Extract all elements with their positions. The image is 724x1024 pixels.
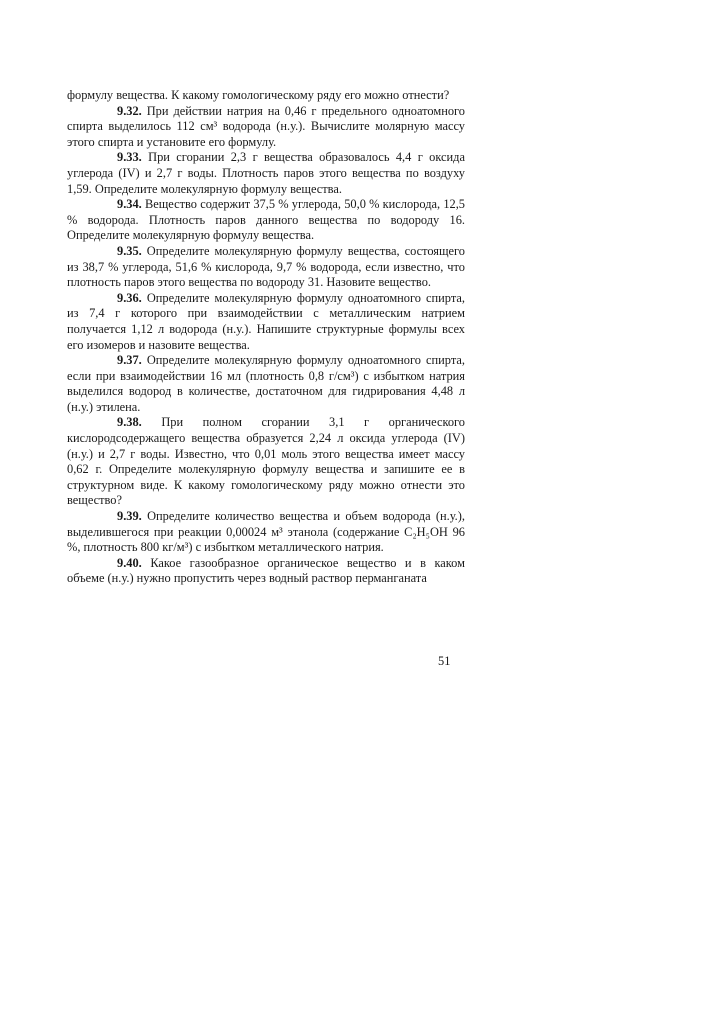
problem-9-35 bbox=[67, 244, 465, 291]
problem-text: При полном сгорании 3,1 г органического кислородсодержащего вещества образуется 2,24 л оксида углерода (IV) (н.у.) и 2,7 г воды. Известно, что 0,01 моль этого вещества имеет массу 0,62 г. Определите молекулярную формулу вещества и запишите ее в структурном виде. К какому гомологическому ряду можно отнести это вещество? bbox=[67, 415, 465, 508]
problem-number: 9.38. bbox=[117, 415, 142, 430]
problem-text: Вещество содержит 37,5 % углерода, 50,0 % кислорода, 12,5 % водорода. Плотность паров данного вещества по водороду 16. Определите молекулярную формулу вещества. bbox=[67, 197, 465, 243]
problem-text: Определите молекулярную формулу вещества, состоящего из 38,7 % углерода, 51,6 % кислорода, 9,7 % водорода, если известно, что плотность паров этого вещества по водороду 31. Назовите вещество. bbox=[67, 243, 466, 290]
intro-paragraph: формулу вещества. К какому гомологическому ряду его можно отнести? bbox=[67, 88, 450, 102]
problem-number: 9.35. bbox=[117, 243, 142, 258]
problem-9-37 bbox=[67, 353, 465, 415]
problem-9-39 bbox=[67, 509, 465, 556]
problem-9-38 bbox=[67, 415, 465, 509]
problem-9-34 bbox=[67, 197, 465, 244]
problem-number: 9.32. bbox=[117, 103, 142, 118]
problem-text: При действии натрия на 0,46 г предельного одноатомного спирта выделилось 112 см³ водорода (н.у.). Вычислите молярную массу этого спирта и установите его формулу. bbox=[67, 103, 465, 149]
problem-number: 9.34. bbox=[117, 197, 142, 212]
problem-text: Определите молекулярную формулу одноатомного спирта, если при взаимодействии 16 мл (плотность 0,8 г/см³) с избытком натрия выделился водород в количестве, достаточном для гидрирования 4,48 л (н.у.) этилена. bbox=[67, 353, 465, 414]
problem-text: Определите молекулярную формулу одноатомного спирта, из 7,4 г которого при взаимодействии с металлическим натрием получается 1,12 л водорода (н.у.). Напишите структурные формулы всех его изомеров и назовите вещества. bbox=[67, 290, 465, 352]
page-text bbox=[67, 88, 465, 587]
problem-number: 9.37. bbox=[117, 353, 142, 368]
problem-number: 9.39. bbox=[117, 509, 142, 524]
problem-9-33 bbox=[67, 150, 465, 197]
problem-text: Какое газообразное органическое вещество и в каком объеме (н.у.) нужно пропустить через водный раствор перманганата bbox=[67, 555, 465, 586]
problem-text: При сгорании 2,3 г вещества образовалось 4,4 г оксида углерода (IV) и 2,7 г воды. Плотность паров этого вещества по воздуху 1,59. Определите молекулярную формулу вещества. bbox=[67, 150, 465, 196]
problem-9-32 bbox=[67, 104, 465, 151]
problem-9-36 bbox=[67, 291, 465, 353]
page-number: 51 bbox=[438, 654, 451, 668]
problem-text: Определите количество вещества и объем водорода (н.у.), выделившегося при реакции 0,00024 м³ этанола (содержание C₂H₅OH 96 %, плотность 800 кг/м³) с избытком металлического натрия. bbox=[67, 509, 465, 555]
problem-number: 9.33. bbox=[117, 150, 142, 165]
problem-9-40 bbox=[67, 556, 465, 587]
problem-number: 9.40. bbox=[117, 555, 142, 570]
problem-number: 9.36. bbox=[117, 290, 142, 305]
